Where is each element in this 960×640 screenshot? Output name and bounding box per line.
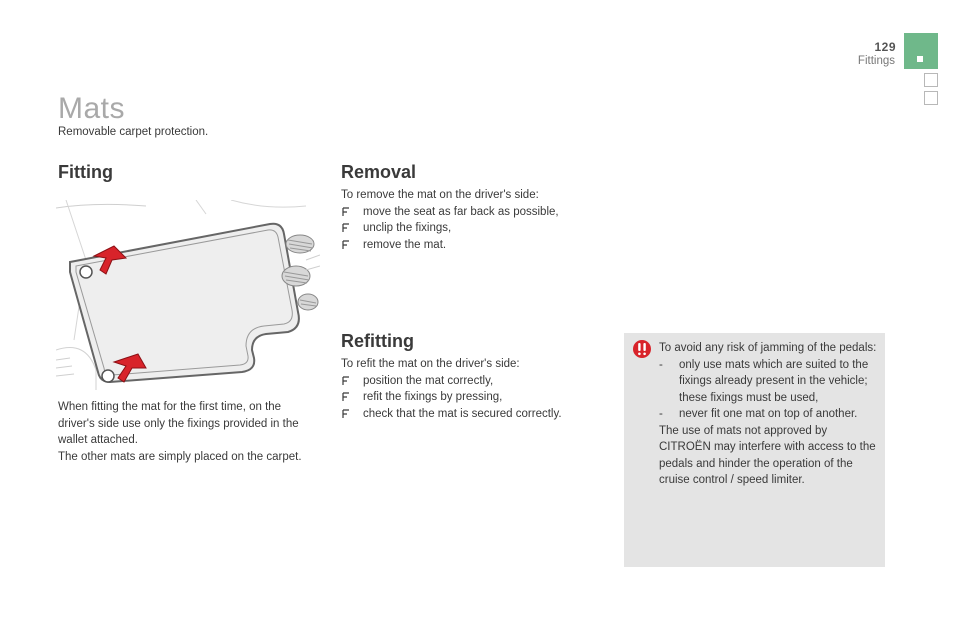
warning-icon (632, 339, 652, 359)
refitting-steps (341, 373, 601, 423)
removal-heading: Removal (341, 162, 417, 182)
fitting-paragraph: When fitting the mat for the first time, on the driver's side use only the fixings provided in the wallet attached. (58, 401, 299, 446)
refitting-heading: Refitting (341, 331, 414, 351)
refitting-intro: To refit the mat on the driver's side: (341, 358, 520, 370)
tab-marker-icon (917, 56, 923, 62)
warning-item: - only use mats which are suited to the fixings already present in the vehicle; these fixings must be used, (659, 358, 869, 404)
refitting-text (341, 356, 601, 422)
page-title: Mats (58, 92, 126, 125)
pointer-bullet-icon (342, 223, 350, 233)
removal-intro: To remove the mat on the driver's side: (341, 189, 539, 201)
chapter-tab[interactable] (924, 91, 938, 105)
fitting-paragraph: The other mats are simply placed on the carpet. (58, 450, 302, 463)
page-number: 129 (874, 40, 896, 54)
pointer-bullet-icon (342, 240, 350, 250)
pointer-bullet-icon (342, 376, 350, 386)
warning-item: - never fit one mat on top of another. (659, 408, 858, 420)
warning-intro: To avoid any risk of jamming of the pedals: (659, 342, 877, 354)
list-item: unclip the fixings, (341, 220, 601, 237)
removal-text (341, 187, 601, 253)
list-item: position the mat correctly, (341, 373, 601, 390)
warning-closing: The use of mats not approved by CITROËN may interfere with access to the pedals and hinder the operation of the cruise control / speed limiter. (659, 424, 876, 486)
list-item: remove the mat. (341, 237, 601, 254)
fitting-heading: Fitting (58, 162, 113, 182)
list-item: refit the fixings by pressing, (341, 389, 601, 406)
pointer-bullet-icon (342, 392, 350, 402)
chapter-tab-active[interactable] (904, 33, 938, 69)
list-item: check that the mat is secured correctly. (341, 406, 601, 423)
fitting-text (58, 399, 320, 465)
pointer-bullet-icon (342, 207, 350, 217)
removal-steps (341, 204, 601, 254)
warning-text (659, 340, 881, 489)
list-item: move the seat as far back as possible, (341, 204, 601, 221)
page-subtitle: Removable carpet protection. (58, 126, 209, 138)
chapter-tab[interactable] (924, 73, 938, 87)
mat-illustration (56, 200, 320, 390)
section-name: Fittings (857, 55, 895, 67)
pointer-bullet-icon (342, 409, 350, 419)
